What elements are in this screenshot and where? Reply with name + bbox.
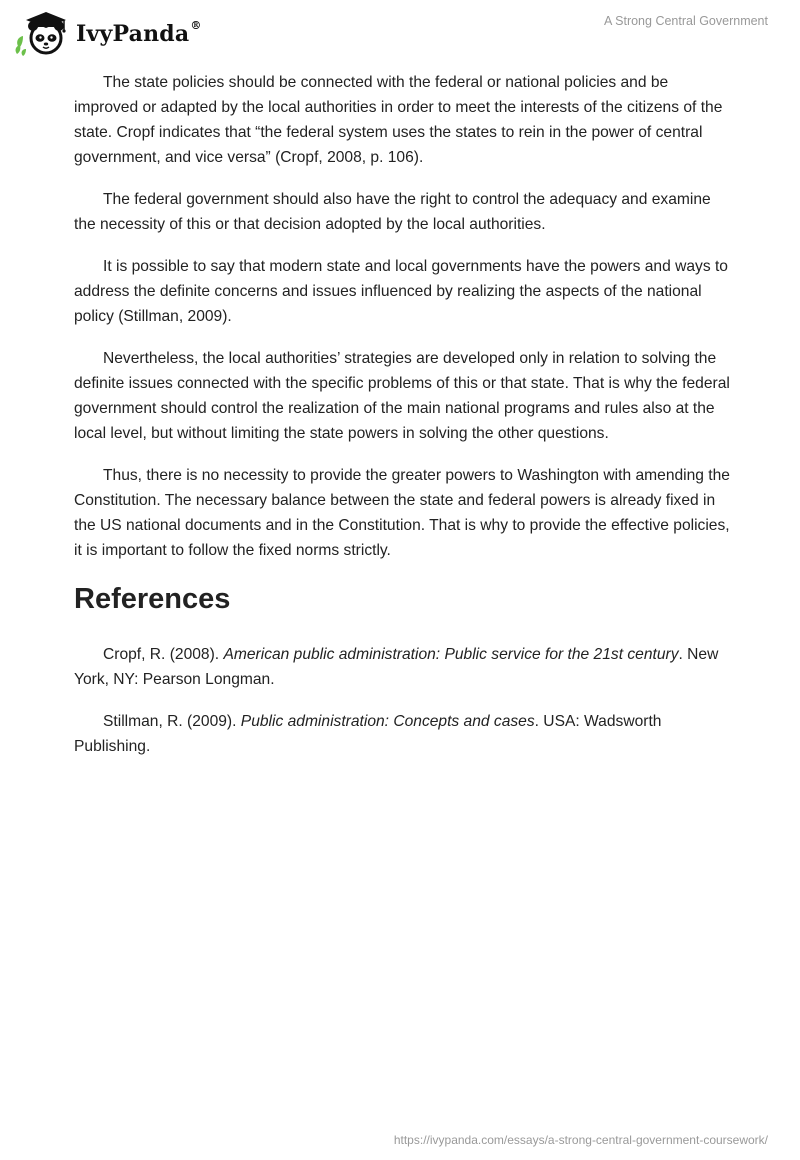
source-url-link[interactable]: https://ivypanda.com/essays/a-strong-central-government-coursework/ (393, 1133, 768, 1147)
body-paragraph: The federal government should also have the right to control the adequacy and examine the necessity of this or that decision adopted by the local authorities. (74, 191, 711, 233)
reference-publisher: . New York, NY: Pearson Longman. (74, 646, 719, 688)
body-paragraph: Nevertheless, the local authorities’ strategies are developed only in relation to solving the definite issues connected with the specific problems of this or that state. That is why the federal government should control the realization of the main national programs and rules also at the local level, but without limiting the state powers in solving the other questions. (74, 350, 730, 442)
reference-entry (74, 642, 730, 692)
running-title: A Strong Central Government (604, 14, 768, 28)
reference-author-year: Cropf, R. (2008). (103, 646, 224, 663)
reference-title: American public administration: Public service for the 21st century (223, 646, 679, 663)
registered-mark: ® (190, 18, 202, 32)
brand-name: IvyPanda® (76, 18, 202, 47)
reference-title: Public administration: Concepts and cases (240, 713, 535, 730)
essay-content (74, 70, 730, 776)
reference-publisher: . USA: Wadsworth Publishing. (74, 713, 662, 755)
body-paragraph: It is possible to say that modern state and local governments have the powers and ways to address the definite concerns and issues influenced by realizing the aspects of the national policy (Stillman, 2009). (74, 258, 728, 325)
panda-graduation-cap-icon (14, 8, 74, 58)
body-paragraph: The state policies should be connected with the federal or national policies and be improved or adapted by the local authorities in order to meet the interests of the citizens of the state. Cropf indicates that “the federal system uses the states to rein in the power of central government, and vice versa” (Cropf, 2008, p. 106). (74, 74, 723, 166)
reference-author-year: Stillman, R. (2009). (103, 713, 241, 730)
references-heading: References (74, 583, 231, 615)
ivypanda-logo[interactable] (14, 8, 202, 58)
body-paragraph: Thus, there is no necessity to provide the greater powers to Washington with amending the Constitution. The necessary balance between the state and federal powers is already fixed in the US national documents and in the Constitution. That is why to provide the effective policies, it is important to follow the fixed norms strictly. (74, 467, 730, 559)
reference-entry (74, 709, 730, 759)
page-header (0, 0, 800, 64)
